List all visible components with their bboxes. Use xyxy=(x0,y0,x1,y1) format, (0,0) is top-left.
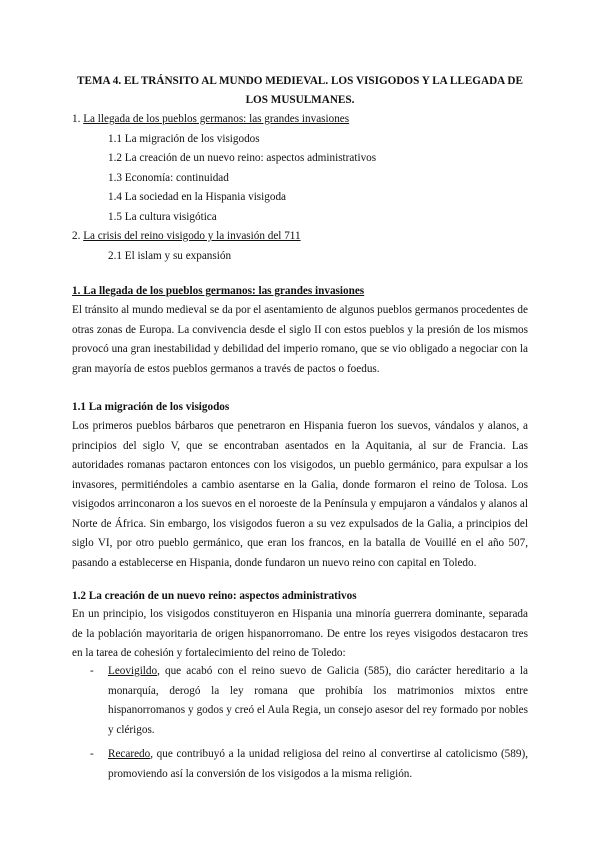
table-of-contents xyxy=(72,110,532,266)
list-item xyxy=(72,745,528,784)
toc-item-2-link: La crisis del reino visigodo y la invasión del 711 xyxy=(83,230,301,242)
toc-item-2: 2. La crisis del reino visigodo y la invasión del 711 xyxy=(72,230,301,242)
dash-marker: - xyxy=(90,748,94,760)
king-description: , que contribuyó a la unidad religiosa del reino al convertirse al catolicismo (589), promoviendo así la conversión de los visigodos a la misma religión. xyxy=(108,748,528,780)
section-1-paragraph: El tránsito al mundo medieval se da por el asentamiento de algunos pueblos germanos procedentes de otras zonas de Europa. La convivencia desde el siglo II con estos pueblos y la presión de los mismos provocó una gran inestabilidad y debilidad del imperio romano, que se vio obligado a negociar con la gran mayoría de estos pueblos germanos a través de pactos o foedus. xyxy=(72,304,528,375)
section-1-1-heading: 1.1 La migración de los visigodos xyxy=(72,401,230,413)
toc-item-1-1: 1.1 La migración de los visigodos xyxy=(108,132,260,145)
section-1-1-paragraph: Los primeros pueblos bárbaros que penetraron en Hispania fueron los suevos, vándalos y alanos, a principios del siglo V, que se encontraban asentados en la Aquitania, al sur de Francia. Las autoridades romanas pactaron entonces con los visigodos, un pueblo germánico, para expulsar a los invasores, permitiéndoles a cambio asentarse en la Galia, donde formaron el reino de Tolosa. Los visigodos arrinconaron a los suevos en el noroeste de la Península y empujaron a vándalos y alanos al Norte de África. Sin embargo, los visigodos fueron a su vez expulsados de la Galia, a principios del siglo VI, por otro pueblo germánico, que eran los francos, en la batalla de Vouillé en el año 507, pasando a establecerse en Hispania, donde fundaron un nuevo reino con capital en Toledo. xyxy=(72,420,528,569)
toc-item-1-4: 1.4 La sociedad en la Hispania visigoda xyxy=(108,191,287,203)
dash-marker: - xyxy=(90,665,94,677)
list-item xyxy=(72,662,528,740)
kings-list xyxy=(72,662,528,789)
section-1-2-paragraph: En un principio, los visigodos constituyeron en Hispania una minoría guerrera dominante, separada de la población mayoritaria de origen hispanorromano. De entre los reyes visigodos destacaron tres en la tarea de cohesión y fortalecimiento del reino de Toledo: xyxy=(72,608,528,659)
section-1-2-heading: 1.2 La creación de un nuevo reino: aspectos administrativos xyxy=(72,590,357,602)
toc-item-1-link: La llegada de los pueblos germanos: las grandes invasiones xyxy=(83,113,350,125)
toc-item-1-3: 1.3 Economía: continuidad xyxy=(108,171,229,184)
toc-item-1: 1. La llegada de los pueblos germanos: las grandes invasiones xyxy=(72,113,350,125)
king-name: Recaredo xyxy=(108,748,151,760)
toc-item-1-2: 1.2 La creación de un nuevo reino: aspectos administrativos xyxy=(108,152,377,164)
section-1-heading: 1. La llegada de los pueblos germanos: las grandes invasiones xyxy=(72,285,365,297)
toc-item-2-1: 2.1 El islam y su expansión xyxy=(108,249,232,262)
toc-item-1-5: 1.5 La cultura visigótica xyxy=(108,210,217,223)
king-name: Leovigildo xyxy=(108,665,158,677)
document-title: TEMA 4. EL TRÁNSITO AL MUNDO MEDIEVAL. LOS VISIGODOS Y LA LLEGADA DE LOS MUSULMANES. xyxy=(77,75,523,106)
king-description: , que acabó con el reino suevo de Galicia (585), dio carácter hereditario a la monarquía, derogó la ley romana que prohibía los matrimonios mixtos entre hispanorromanos y godos y creó el Aula Regia, un consejo asesor del rey formado por nobles y clérigos. xyxy=(108,665,528,736)
